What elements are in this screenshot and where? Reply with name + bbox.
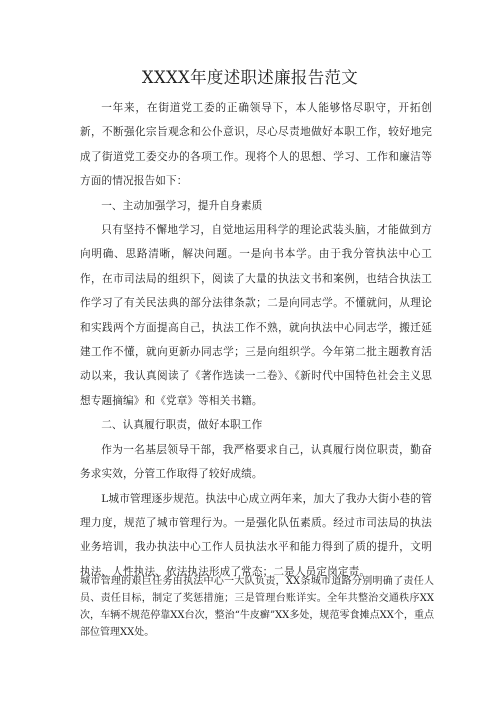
city-management-paragraph: L城市管理逐步规范。执法中心成立两年来，加大了我办大街小巷的管理力度，规范了城市管理行为。一是强化队伍素质。经过市司法局的执法业务培训，我办执法中心工作人员执法水平和能力得到了质的提升，文明执法、人性执法、依法执法形成了常态；二是人员定岗定责。 bbox=[80, 492, 432, 578]
tail-paragraph-block bbox=[80, 573, 434, 641]
document-title: XXXX年度述职述廉报告范文 bbox=[141, 68, 359, 87]
section-2-paragraph: 作为一名基层领导干部，我严格要求自己，认真履行岗位职责，勤奋务求实效，分管工作取得了较好成绩。 bbox=[80, 443, 432, 481]
document-body bbox=[80, 96, 432, 584]
section-heading-1: 一、主动加强学习，提升自身素质 bbox=[101, 199, 263, 212]
tail-paragraph: 城市管理的艰巨任务由执法中心一大队负责，XX条城市道路分别明确了责任人员、责任目标，制定了奖惩措施；三是管理台账详实。全年共整治交通秩序XX次，车辆不规范停靠XX台次，整治“牛皮癣”XX多处，规范零食摊点XX个，重点部位管理XX处。 bbox=[80, 576, 434, 638]
intro-paragraph: 一年来，在街道党工委的正确领导下，本人能够恪尽职守，开拓创新，不断强化宗旨观念和公仆意识，尽心尽责地做好本职工作，较好地完成了街道党工委交办的各项工作。现将个人的思想、学习、工作和廉洁等方面的情况报告如下： bbox=[80, 102, 432, 188]
section-1-paragraph: 只有坚持不懈地学习，自觉地运用科学的理论武装头脑，才能做到方向明确、思路清晰，解决问题。一是向书本学。由于我分管执法中心工作，在市司法局的组织下，阅读了大量的执法文书和案例，也结合执法工作学习了有关民法典的部分法律条款；二是向同志学。不懂就问，从理论和实践两个方面提高自己，执法工作不熟，就向执法中心同志学，搬迁延建工作不懂，就向更新办同志学；三是向组织学。今年第二批主题教育活动以来，我认真阅读了《著作选读一二卷》、《新时代中国特色社会主义思想专题摘编》和《党章》等相关书籍。 bbox=[80, 224, 432, 407]
section-heading-2: 二、认真履行职责，做好本职工作 bbox=[101, 419, 263, 432]
